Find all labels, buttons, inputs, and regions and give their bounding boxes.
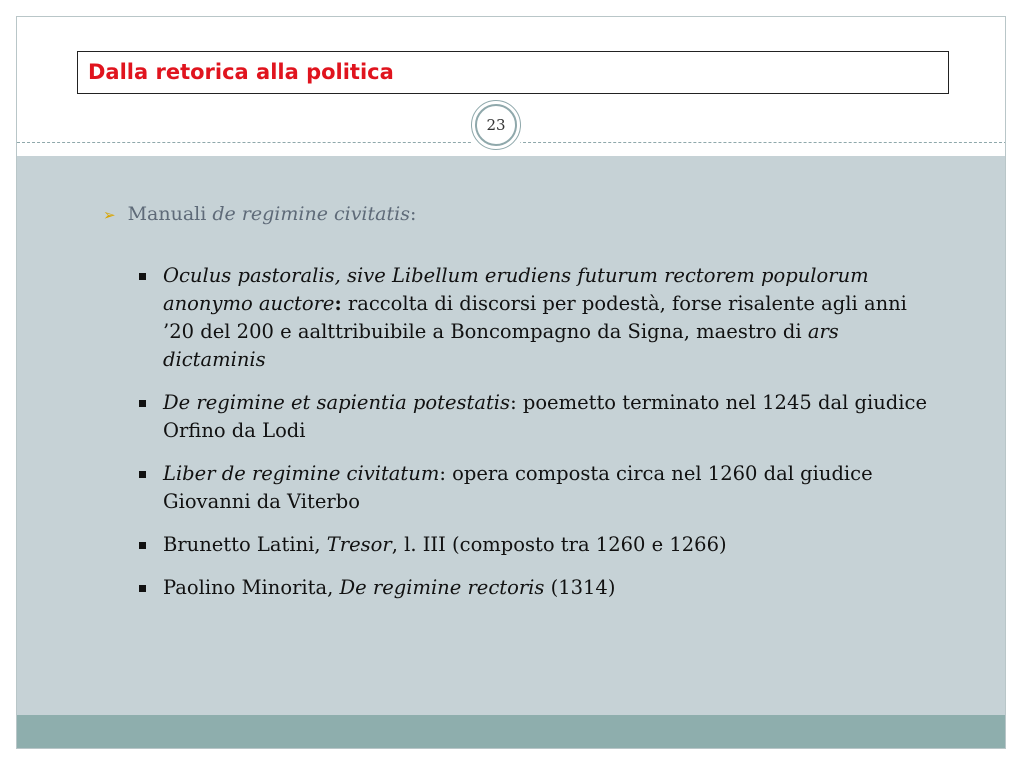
footer-bar [17, 715, 1005, 749]
list-item [139, 262, 929, 374]
title-box [77, 51, 949, 94]
list-item [139, 531, 929, 559]
page-number: 23 [475, 104, 517, 146]
list-item [139, 389, 929, 445]
list-item [139, 460, 929, 516]
square-bullet-icon [139, 273, 146, 280]
item-prefix: Paolino Minorita, [163, 576, 340, 599]
slide-title: Dalla retorica alla politica [88, 60, 394, 84]
item-text: raccolta di discorsi per podestà, forse risalente agli anni ’20 del 200 e aalttribuibile a Boncompagno da Signa, maestro di [163, 292, 907, 343]
item-prefix: Brunetto Latini, [163, 533, 327, 556]
work-title: Liber de regimine civitatum [163, 462, 440, 485]
work-title: Tresor [326, 533, 392, 556]
main-bullet [103, 203, 416, 225]
square-bullet-icon [139, 471, 146, 478]
sub-bullet-list [139, 262, 929, 617]
item-text: , l. III (composto tra 1260 e 1266) [391, 533, 727, 556]
list-item [139, 574, 929, 602]
item-italic-end: ars dictaminis [163, 320, 839, 371]
item-text: : opera composta circa nel 1260 dal giudice Giovanni da Viterbo [163, 462, 873, 513]
heading-label-suffix: : [409, 203, 417, 225]
square-bullet-icon [139, 585, 146, 592]
work-title: De regimine et sapientia potestatis [163, 391, 511, 414]
work-title: Oculus pastoralis, sive Libellum erudiens futurum rectorem populorum anonymo auctore [163, 264, 869, 315]
heading-label-italic: de regimine civitatis [212, 203, 410, 225]
colon-bold: : [334, 292, 342, 315]
square-bullet-icon [139, 542, 146, 549]
square-bullet-icon [139, 400, 146, 407]
work-title: De regimine rectoris [339, 576, 545, 599]
arrow-bullet-icon: ➢ [103, 206, 116, 224]
item-text: (1314) [544, 576, 616, 599]
heading-label: Manuali [127, 203, 213, 225]
item-text: : poemetto terminato nel 1245 dal giudice Orfino da Lodi [163, 391, 927, 442]
